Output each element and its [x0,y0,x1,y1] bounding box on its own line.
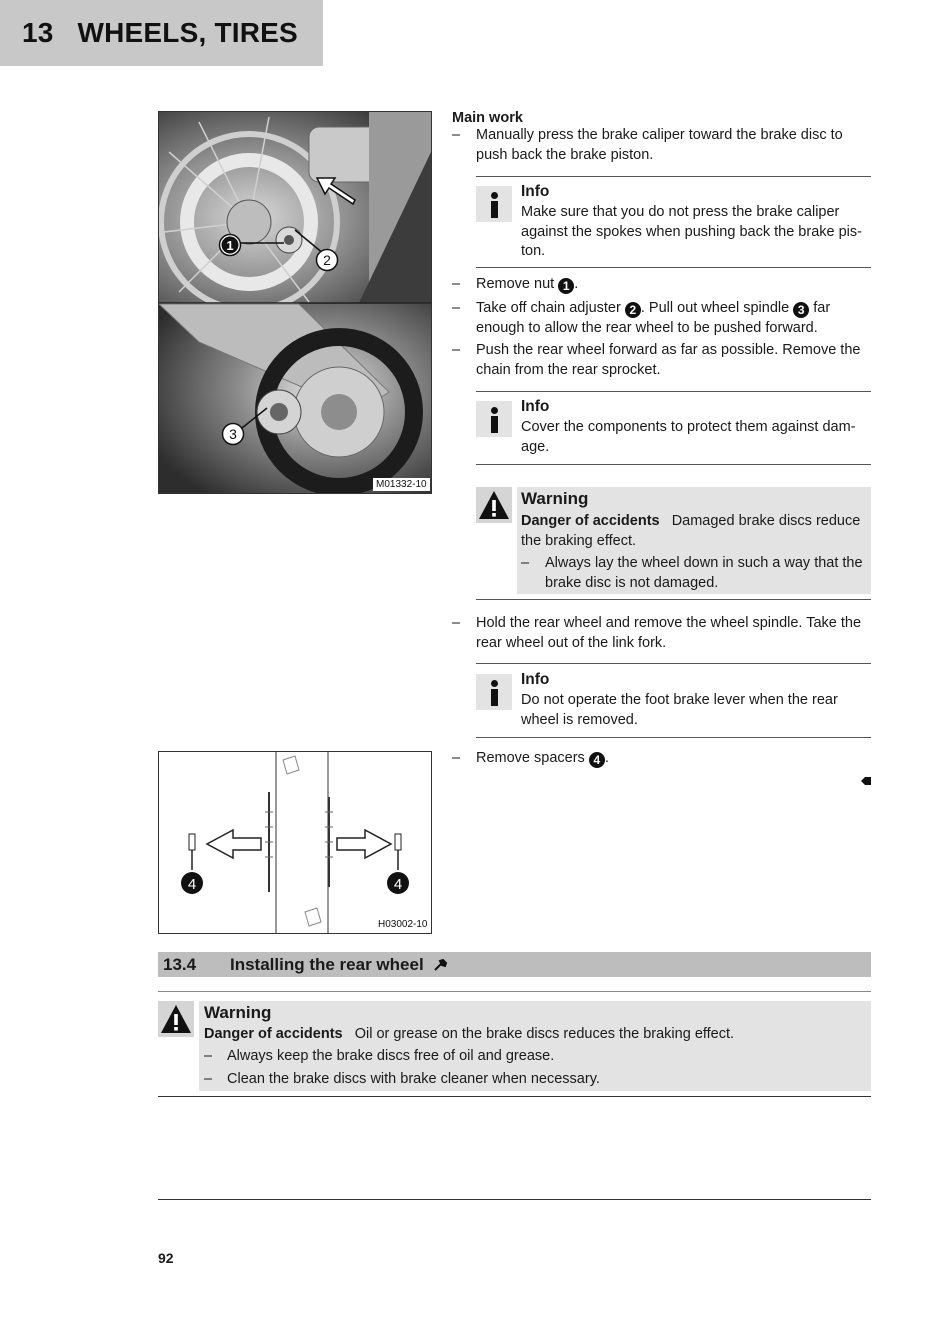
step-remove-spindle: – Hold the rear wheel and remove the wheel spindle. Take the rear wheel out of the link fork. [452,615,862,651]
info-body: Do not operate the foot brake lever when the rear wheel is removed. [521,692,838,728]
callout-2-inline: 2 [625,302,641,318]
info-body: Cover the components to protect them against dam-age. [521,419,856,455]
section-heading [158,952,871,977]
callout-4-right [387,872,409,894]
warning-item: – Always keep the brake discs free of oil and grease. [204,1048,555,1064]
callout-4-inline: 4 [589,752,605,768]
svg-text:4: 4 [187,876,197,893]
figure-rear-wheel-photo [158,111,432,494]
figure-label: H03002-10 [375,918,430,931]
warning-icon [476,487,512,523]
svg-text:2: 2 [323,252,331,268]
chapter-title: WHEELS, TIRES [77,17,298,48]
section-number: 13.4 [163,955,197,974]
page-number: 92 [158,1250,174,1266]
info-title: Info [521,671,550,688]
chapter-header [0,0,323,66]
chapter-heading [22,17,298,49]
divider [158,1096,871,1097]
info-title: Info [521,398,550,415]
rear-wheel-photo-illustration [159,112,431,493]
figure-spacers-drawing [158,751,432,934]
section-end-marker-icon [861,776,871,786]
warning-item: – Clean the brake discs with brake cleaner when necessary. [204,1071,600,1087]
callout-2 [317,250,338,271]
warning-icon [158,1001,194,1037]
warning-text: Danger of accidents Damaged brake discs reduce the braking effect. [521,513,861,549]
warning-item: – Always lay the wheel down in such a way that the brake disc is not damaged. [521,555,863,591]
info-icon [476,186,512,222]
step-press-caliper: – Manually press the brake caliper toward the brake disc to push back the brake piston. [452,127,843,163]
figure-label: M01332-10 [373,478,430,491]
wrench-icon [434,959,448,972]
warning-text: Danger of accidents Oil or grease on the brake discs reduces the braking effect. [204,1026,735,1042]
callout-3 [223,424,244,445]
info-icon [476,674,512,710]
info-icon [476,401,512,437]
divider [158,991,871,992]
divider [476,599,871,600]
step-push-wheel: – Push the rear wheel forward as far as possible. Remove the chain from the rear sprocket. [452,342,861,378]
step-remove-nut: – Remove nut 1 . [452,276,579,293]
step-remove-spacers: – Remove spacers 4 . [452,750,609,767]
divider [476,464,871,465]
step-chain-adjuster: – Take off chain adjuster 2 . Pull out wheel spindle 3 far enough to allow the rear wheel to be pushed forward. [452,300,831,336]
svg-text:3: 3 [229,426,237,442]
footer-divider [158,1199,871,1200]
info-title: Info [521,183,550,200]
divider [476,737,871,738]
chapter-number: 13 [22,17,54,48]
info-body: Make sure that you do not press the brake caliper against the spokes when pushing back the brake pis-ton. [521,204,862,259]
main-work-heading: Main work [452,110,523,126]
warning-title: Warning [204,1003,272,1022]
callout-3-inline: 3 [793,302,809,318]
divider [476,663,871,664]
divider [476,267,871,268]
svg-text:1: 1 [226,238,234,253]
divider [476,176,871,177]
spacers-illustration [159,752,431,933]
divider [476,391,871,392]
callout-1 [220,235,241,256]
section-title: Installing the rear wheel [230,955,424,974]
svg-text:4: 4 [393,876,403,893]
callout-1-inline: 1 [558,278,574,294]
warning-title: Warning [521,489,589,508]
callout-4-left [181,872,203,894]
